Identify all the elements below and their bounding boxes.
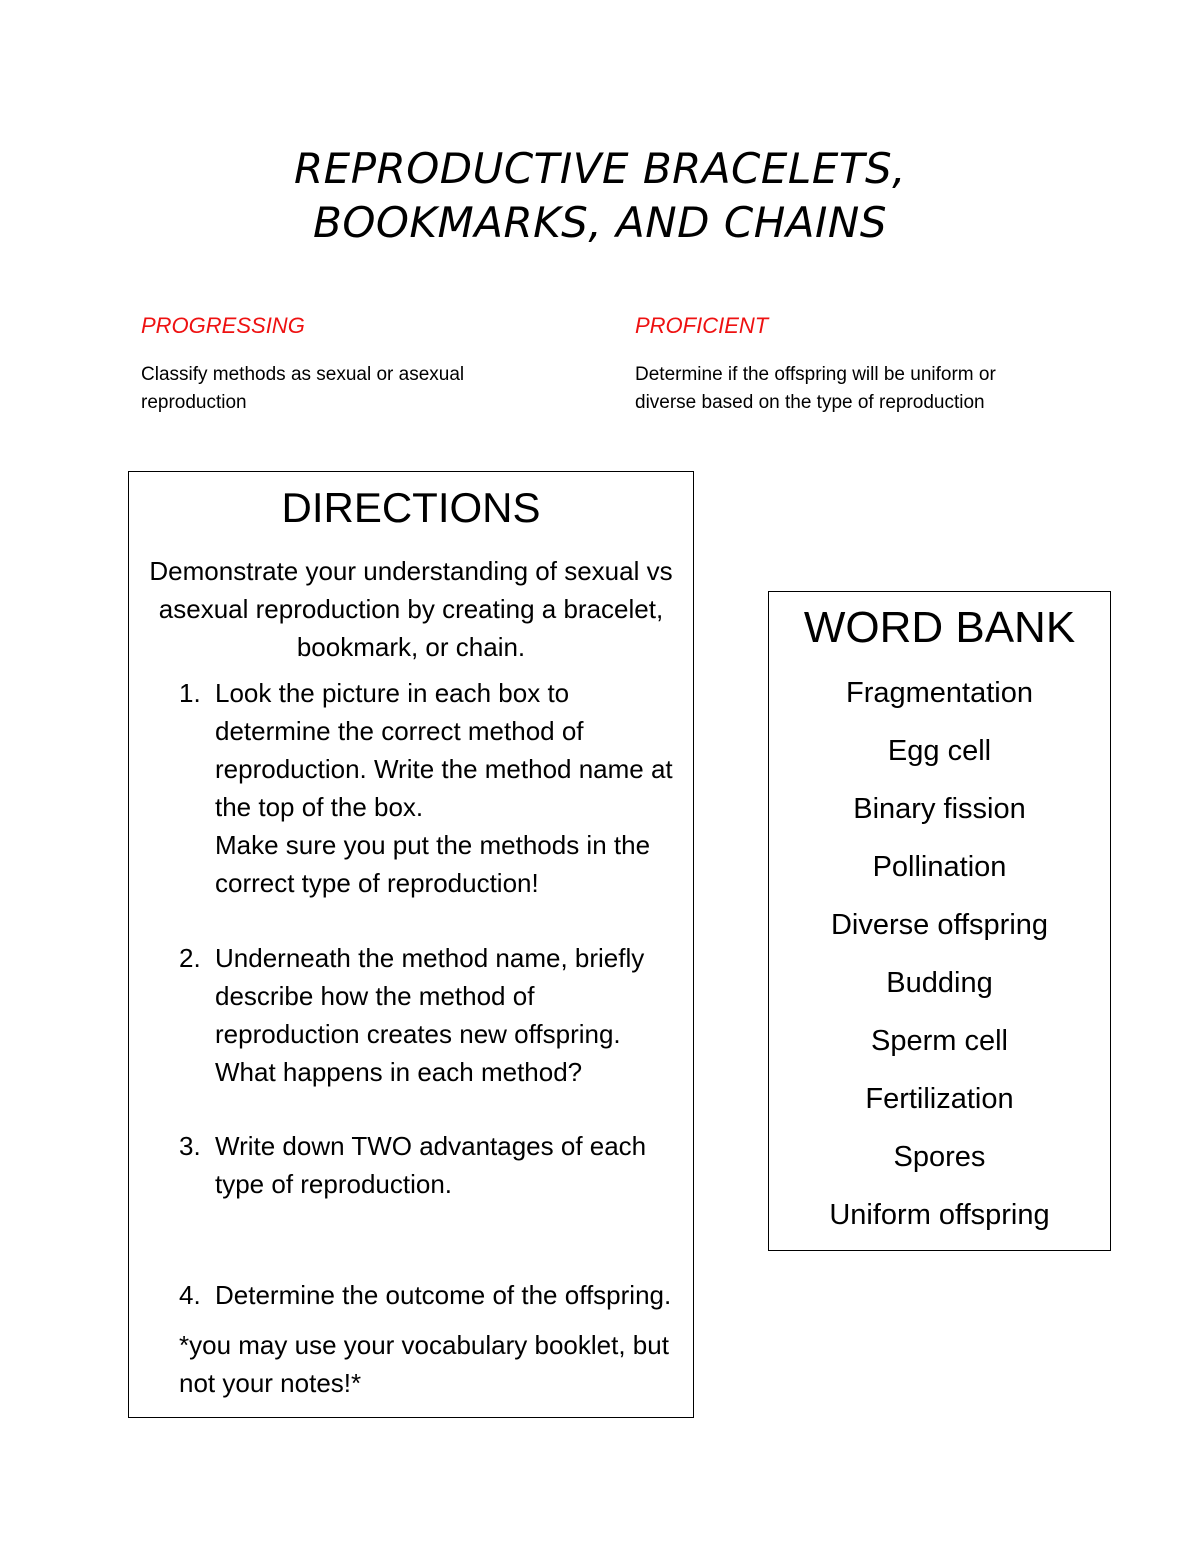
directions-title: DIRECTIONS [281, 484, 541, 531]
word-bank-item: Uniform offspring [829, 1199, 1050, 1231]
directions-steps [129, 674, 693, 1314]
directions-box [128, 471, 694, 1418]
direction-step-3 [129, 1127, 693, 1203]
word-bank-item: Diverse offspring [830, 909, 1049, 941]
step-number: 2. [179, 943, 201, 973]
proficient-level [635, 312, 1035, 417]
direction-step-1 [129, 674, 693, 902]
word-bank-item: Pollination [872, 851, 1007, 883]
word-bank-item: Egg cell [887, 735, 992, 767]
page-title-line-1: REPRODUCTIVE BRACELETS, [293, 144, 907, 193]
word-bank-item: Budding [886, 967, 993, 999]
word-bank-item: Spores [893, 1141, 986, 1173]
page-title [0, 142, 1200, 250]
word-bank-box [768, 591, 1111, 1251]
proficient-label: PROFICIENT [635, 313, 769, 338]
word-bank-title: WORD BANK [803, 603, 1076, 652]
step-text: Determine the outcome of the offspring. [215, 1280, 672, 1310]
word-bank-list [769, 676, 1110, 1256]
step-number: 1. [179, 678, 201, 708]
step-text: Underneath the method name, briefly describe how the method of reproduction creates new offspring. What happens in each method? [215, 943, 645, 1087]
direction-step-2 [129, 939, 693, 1091]
step-number: 4. [179, 1280, 201, 1310]
word-bank-item: Binary fission [853, 793, 1026, 825]
directions-note: *you may use your vocabulary booklet, but not your notes!* [179, 1330, 669, 1398]
step-text: Look the picture in each box to determine the correct method of reproduction. Write the method name at the top of the box. [215, 678, 673, 822]
progressing-description: Classify methods as sexual or asexual reproduction [141, 364, 465, 413]
proficient-description: Determine if the offspring will be uniform or diverse based on the type of reproduction [635, 364, 996, 413]
word-bank-item: Sperm cell [871, 1025, 1008, 1057]
step-extra-text: Make sure you put the methods in the correct type of reproduction! [215, 830, 651, 898]
step-text: Write down TWO advantages of each type of reproduction. [215, 1131, 647, 1199]
progressing-label: PROGRESSING [141, 313, 305, 338]
word-bank-item: Fragmentation [846, 677, 1033, 709]
page-title-line-2: BOOKMARKS, AND CHAINS [313, 198, 887, 247]
progressing-level [141, 312, 541, 417]
directions-intro: Demonstrate your understanding of sexual vs asexual reproduction by creating a bracelet, bookmark, or chain. [149, 556, 673, 662]
step-number: 3. [179, 1131, 201, 1161]
direction-step-4 [129, 1276, 693, 1314]
word-bank-item: Fertilization [865, 1083, 1014, 1115]
